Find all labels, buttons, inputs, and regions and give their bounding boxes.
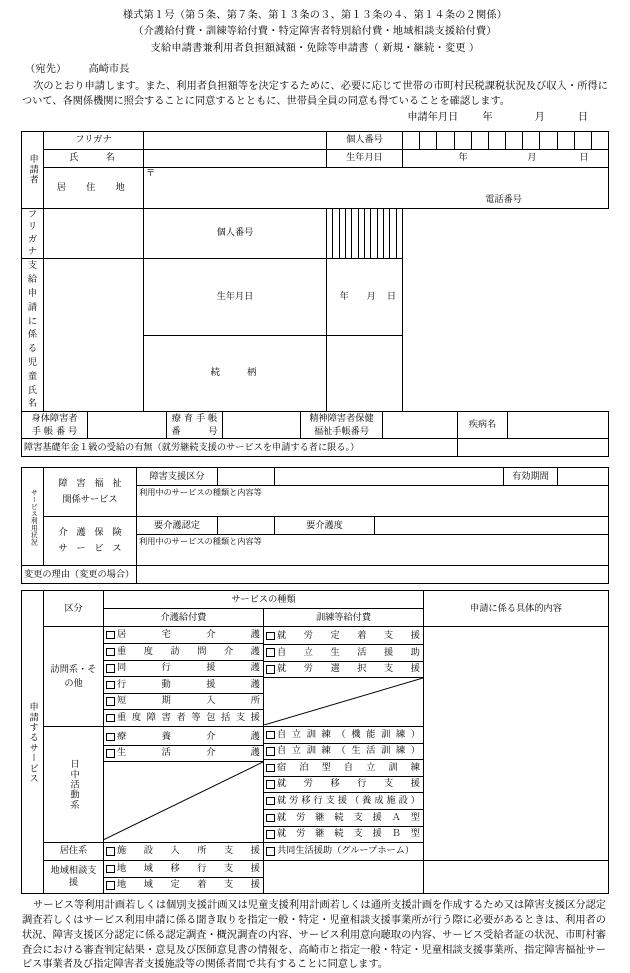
- care-certification-value[interactable]: [218, 517, 275, 535]
- applicant-phone-label: 電話番号: [485, 194, 522, 206]
- checkbox-row[interactable]: [104, 677, 263, 694]
- checkbox-row[interactable]: [104, 861, 263, 877]
- checkbox-row[interactable]: [264, 744, 423, 761]
- applicant-birthdate-value[interactable]: [403, 149, 609, 167]
- applicant-birthdate-label: 生年月日: [327, 149, 403, 167]
- physical-certificate-value[interactable]: [88, 411, 167, 439]
- checkbox-icon[interactable]: [266, 814, 275, 823]
- care-level-label: 要介護度: [275, 517, 375, 535]
- checkbox-row[interactable]: [104, 694, 263, 711]
- checkbox-icon[interactable]: [106, 865, 115, 874]
- addressee-name: 高崎市長: [88, 64, 130, 76]
- checkbox-row[interactable]: [104, 644, 263, 661]
- group-regional-care-list-2: [104, 877, 264, 894]
- checkbox-label: 就 労 選 択 支 援: [277, 663, 420, 675]
- form-header: [0, 9, 630, 55]
- checkbox-row[interactable]: [104, 627, 263, 644]
- addressee-block: [25, 63, 630, 77]
- disability-category-blank[interactable]: [275, 468, 504, 486]
- child-relationship-label: 続 柄: [144, 335, 327, 411]
- consent-paragraph-text: サービス等利用計画若しくは個別支援計画又は児童支援利用計画若しくは通所支援計画を作成するため又は障害支援区分認定調査若しくはサービス利用申請に係る聞き取りを指定一般・特定・児童相談支援事業所が行う際に必要があるときは、利用者の状況、障害支援区分認定に係る認定調査・概況調査の内容、サービス利用意向聴取の内容、サービス受給者証の状況、市町村審査会における審査判定結果・意見及び医師意見書の情報を、高崎市と指定一般・特定・児童相談支援事業所、指定障害福祉サービス事業者及び指定障害者支援施設等の関係者間で共有することに同意します。: [22, 900, 606, 971]
- group-visiting-row: [22, 627, 609, 727]
- welfare-category-row: [22, 468, 609, 486]
- pension-value[interactable]: [458, 439, 609, 457]
- child-name-row: [22, 259, 609, 335]
- welfare-service-label: [44, 468, 137, 517]
- disease-name-value[interactable]: [508, 411, 609, 439]
- checkbox-label: 就 労 定 着 支 援: [277, 629, 420, 641]
- usage-status-table: [21, 467, 609, 584]
- diagonal-strike-icon: [104, 762, 263, 840]
- postal-mark: 〒: [146, 167, 156, 179]
- applicant-furigana-value[interactable]: [144, 131, 327, 149]
- pension-row: [22, 439, 609, 457]
- child-relationship-value[interactable]: [327, 335, 403, 411]
- welfare-detail-cell[interactable]: [137, 486, 609, 517]
- group-daytime-care-list: [104, 727, 264, 843]
- child-birth-year-unit: 年: [339, 290, 349, 302]
- applicant-section-label: 申請者: [27, 154, 39, 186]
- child-birthdate-value[interactable]: [327, 259, 403, 335]
- insurance-certification-row: [22, 517, 609, 535]
- checkbox-row[interactable]: [104, 746, 263, 763]
- applicant-mynumber-label: 個人番号: [327, 131, 403, 149]
- service-type-header: サービスの種類: [104, 591, 424, 609]
- form-title-line: 支給申請書兼利用者負担額減額・免除等申請書（ 新規・継続・変更 ）: [150, 42, 480, 54]
- physical-certificate-label-line2: 手 帳 番 号: [31, 426, 78, 438]
- group-visiting-label-text: 訪問系・その他: [50, 663, 97, 689]
- mental-certificate-label: [301, 411, 383, 439]
- checkbox-icon[interactable]: [266, 632, 275, 641]
- child-birth-day-unit: 日: [386, 290, 396, 302]
- care-benefit-header: 介護給付費: [104, 609, 264, 627]
- child-name-label: [22, 259, 53, 411]
- lead-paragraph-text: 次のとおり申請します。また、利用者負担額等を決定するために、必要に応じて世帯の市町村民税課税状況及び収入・所得について、各関係機関に照会することに同意するとともに、世帯員全員の同意も得ていることを確認します。: [22, 81, 608, 107]
- checkbox-label: 共同生活援助（グループホーム）: [277, 845, 415, 857]
- applicant-name-row: [22, 149, 609, 167]
- applicant-mynumber-grid[interactable]: [403, 131, 609, 149]
- change-reason-value[interactable]: [137, 566, 609, 584]
- checkbox-label: 宿 泊 型 自 立 訓 練: [277, 761, 420, 773]
- disability-category-value[interactable]: [218, 468, 275, 486]
- group-daytime-label: [44, 727, 104, 843]
- child-birthdate-label: 生年月日: [144, 259, 327, 335]
- disability-category-label: 障害支援区分: [137, 468, 218, 486]
- applicant-mynumber-cells[interactable]: [403, 132, 608, 149]
- child-birth-month-unit: 月: [366, 290, 376, 302]
- applicant-name-label: 氏 名: [44, 149, 144, 167]
- checkbox-label: 生 活 介 護: [117, 747, 260, 759]
- applicant-name-value[interactable]: [144, 149, 327, 167]
- checkbox-icon[interactable]: [266, 764, 275, 773]
- checkbox-label: 地 域 定 着 支 援: [117, 879, 260, 891]
- applicant-furigana-row: [22, 131, 609, 149]
- group-daytime-label-text: 日中活動系: [68, 759, 80, 811]
- checkbox-label: 重 度 訪 問 介 護: [117, 645, 260, 657]
- usage-section-label: サービス利用状況: [29, 488, 38, 546]
- checkbox-icon[interactable]: [106, 749, 115, 758]
- disease-name-label: 疾病名: [458, 411, 508, 439]
- usage-section-label-cell: [22, 468, 44, 566]
- certificates-row: [22, 411, 609, 439]
- checkbox-icon[interactable]: [106, 648, 115, 657]
- checkbox-label: 自 立 生 活 援 助: [277, 646, 420, 658]
- consent-paragraph: [22, 899, 606, 973]
- services-header-row-1: [22, 591, 609, 609]
- applicant-birth-year-unit: 年: [458, 152, 468, 164]
- checkbox-label: 療 養 介 護: [117, 730, 260, 742]
- checkbox-label: 就 労 継 続 支 援 Ｂ 型: [277, 828, 420, 840]
- rehab-certificate-label: [167, 411, 223, 439]
- applicant-residence-value[interactable]: [144, 167, 609, 208]
- checkbox-row[interactable]: [104, 710, 263, 726]
- group-regional-care-list-1: [104, 861, 264, 878]
- child-furigana-label: フリガナ: [22, 208, 44, 259]
- checkbox-label: 地 域 移 行 支 援: [117, 862, 260, 874]
- group-visiting-care-list: [104, 627, 264, 727]
- physical-certificate-label-line1: 身体障害者: [31, 412, 78, 424]
- checkbox-icon[interactable]: [266, 648, 275, 657]
- group-residential-training-list: [264, 843, 424, 861]
- group-visiting-training-list: [264, 627, 424, 727]
- checkbox-row[interactable]: [264, 793, 423, 810]
- welfare-service-label-line1: 障 害 福 祉: [58, 478, 125, 490]
- checkbox-icon[interactable]: [266, 665, 275, 674]
- application-month-unit: 月: [534, 112, 545, 124]
- checkbox-icon[interactable]: [106, 664, 115, 673]
- applicant-residence-label: 居 住 地: [44, 167, 144, 208]
- group-visiting-training-strikeout: [264, 678, 423, 725]
- applicant-table: [21, 131, 609, 412]
- checkbox-label: 自立訓練（生活訓練）: [277, 745, 420, 757]
- checkbox-icon[interactable]: [266, 797, 275, 806]
- insurance-service-label-line1: 介 護 保 険: [58, 527, 125, 539]
- checkbox-row[interactable]: [104, 729, 263, 746]
- checkbox-label: 重度障害者等包括支援: [117, 711, 260, 723]
- checkbox-label: 行 動 援 護: [117, 678, 260, 690]
- checkbox-icon[interactable]: [106, 847, 115, 856]
- group-daytime-training-list: [264, 727, 424, 843]
- care-certification-label: 要介護認定: [137, 517, 218, 535]
- child-mynumber-grid[interactable]: [327, 208, 403, 259]
- checkbox-label: 施 設 入 所 支 援: [117, 845, 260, 857]
- checkbox-row[interactable]: [264, 777, 423, 794]
- child-furigana-value[interactable]: [44, 208, 144, 259]
- welfare-service-label-line2: 関係サービス: [62, 494, 118, 506]
- checkbox-label: 同 行 援 護: [117, 662, 260, 674]
- benefit-types-line: （介護給付費・訓練等給付費・特定障害者特別給付費・地域相談支援給付費）: [133, 26, 497, 38]
- physical-certificate-label: [22, 411, 88, 439]
- checkbox-icon[interactable]: [266, 830, 275, 839]
- mental-certificate-label-line2: 福祉手帳番号: [313, 426, 370, 438]
- group-regional-training-blank[interactable]: [264, 861, 424, 894]
- group-regional-row: [22, 861, 609, 878]
- checkbox-icon[interactable]: [266, 847, 275, 856]
- checkbox-icon[interactable]: [106, 697, 115, 706]
- checkbox-label: 居 宅 介 護: [117, 629, 260, 641]
- checkbox-icon[interactable]: [106, 681, 115, 690]
- certificates-table: [21, 411, 609, 458]
- care-level-value[interactable]: [375, 517, 609, 535]
- checkbox-label: 就 労 継 続 支 援 Ａ 型: [277, 811, 420, 823]
- child-name-label-line2: 児 童 氏 名: [27, 357, 53, 410]
- checkbox-icon[interactable]: [106, 733, 115, 742]
- child-name-label-line1: 支給申請に係る: [27, 260, 38, 355]
- change-reason-row: [22, 566, 609, 584]
- checkbox-row[interactable]: [264, 760, 423, 777]
- child-mynumber-cells[interactable]: [327, 209, 402, 259]
- mental-certificate-label-line1: 精神障害者保健: [309, 412, 374, 424]
- welfare-detail-label: 利用中のサービスの種類と内容等: [139, 487, 262, 498]
- checkbox-row[interactable]: [264, 628, 423, 645]
- checkbox-row[interactable]: [264, 662, 423, 679]
- mental-certificate-value[interactable]: [383, 411, 458, 439]
- child-mynumber-label: 個人番号: [144, 208, 327, 259]
- change-reason-label: 変更の理由（変更の場合）: [22, 566, 137, 584]
- child-furigana-row: [22, 208, 609, 259]
- validity-period-value[interactable]: [558, 468, 609, 486]
- rehab-certificate-value[interactable]: [223, 411, 301, 439]
- lead-paragraph: [22, 80, 608, 109]
- details-value-upper[interactable]: [424, 627, 609, 861]
- checkbox-icon[interactable]: [266, 780, 275, 789]
- services-section-label-cell: [22, 591, 44, 894]
- details-header: 申請に係る具体的内容: [424, 591, 609, 627]
- checkbox-label: 就労移行支援（養成施設）: [277, 794, 420, 806]
- form-page: [0, 9, 630, 973]
- application-date-row: [0, 111, 600, 125]
- group-residential-label: 居住系: [44, 843, 104, 861]
- form-number-line: 様式第１号（第５条、第７条、第１３条の３、第１３条の４、第１４条の２関係）: [122, 10, 508, 21]
- services-table: [21, 590, 609, 894]
- checkbox-row[interactable]: [104, 878, 263, 894]
- group-visiting-label: [44, 627, 104, 727]
- checkbox-row[interactable]: [264, 810, 423, 827]
- child-name-value[interactable]: [44, 259, 144, 411]
- application-year-unit: 年: [482, 112, 493, 124]
- checkbox-label: 就 労 移 行 支 援: [277, 778, 420, 790]
- pension-label: 障害基礎年金１級の受給の有無（就労継続支援のサービスを申請する者に限る。）: [22, 439, 458, 457]
- rehab-certificate-label-line2: 番 号: [171, 426, 218, 438]
- application-date-label: 申請年月日: [407, 112, 459, 124]
- group-regional-label: 地域相談支援: [44, 861, 104, 894]
- division-header: 区分: [44, 591, 104, 627]
- insurance-service-label: [44, 517, 137, 566]
- services-section-label: 申請するサービス: [27, 701, 39, 784]
- applicant-birth-month-unit: 月: [527, 152, 537, 164]
- validity-period-label: 有効期間: [504, 468, 558, 486]
- group-daytime-care-strikeout: [104, 762, 263, 840]
- applicant-furigana-label: フリガナ: [44, 131, 144, 149]
- checkbox-row[interactable]: [104, 661, 263, 678]
- checkbox-row[interactable]: [264, 844, 423, 860]
- details-value-lower[interactable]: [424, 861, 609, 894]
- training-benefit-header: 訓練等給付費: [264, 609, 424, 627]
- checkbox-icon[interactable]: [266, 731, 275, 740]
- checkbox-label: 自立訓練（機能訓練）: [277, 728, 420, 740]
- application-day-unit: 日: [577, 112, 589, 124]
- rehab-certificate-label-line1: 療 育 手 帳: [171, 412, 218, 424]
- insurance-service-label-line2: サ ー ビ ス: [58, 543, 125, 555]
- checkbox-row[interactable]: [264, 645, 423, 662]
- checkbox-row[interactable]: [264, 727, 423, 744]
- insurance-detail-cell[interactable]: [137, 535, 609, 566]
- insurance-detail-label: 利用中のサービスの種類と内容等: [139, 536, 262, 547]
- diagonal-strike-icon: [264, 678, 423, 725]
- group-residential-care-list: [104, 843, 264, 861]
- addressee-label: （宛先）: [25, 64, 67, 76]
- checkbox-icon[interactable]: [106, 631, 115, 640]
- checkbox-label: 短 期 入 所: [117, 695, 260, 707]
- checkbox-icon[interactable]: [266, 747, 275, 756]
- checkbox-row[interactable]: [264, 827, 423, 843]
- checkbox-row[interactable]: [104, 844, 263, 860]
- checkbox-icon[interactable]: [106, 714, 115, 723]
- applicant-birth-day-unit: 日: [579, 152, 589, 164]
- checkbox-icon[interactable]: [106, 881, 115, 890]
- applicant-section-label-cell: [22, 131, 44, 208]
